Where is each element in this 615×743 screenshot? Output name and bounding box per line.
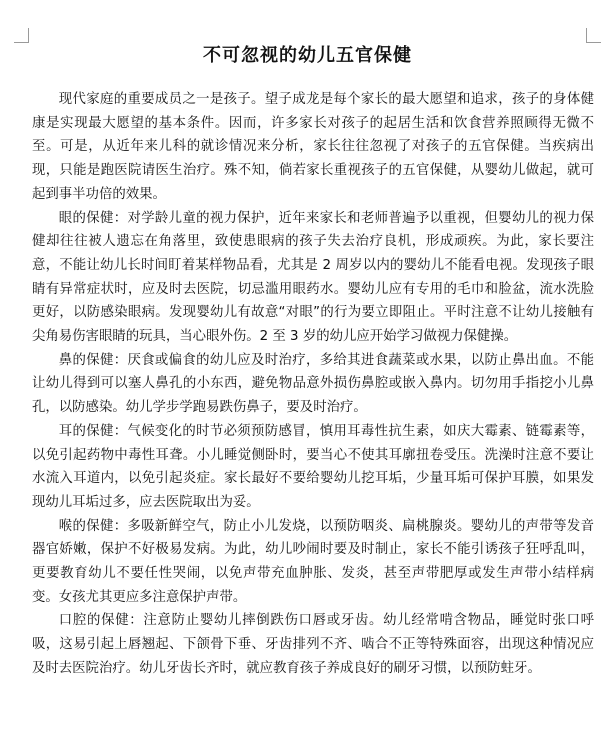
document-body <box>32 88 594 681</box>
paragraph-ear-care: 耳的保健：气候变化的时节必须预防感冒，慎用耳毒性抗生素，如庆大霉素、链霉素等，以免引起药物中毒性耳聋。小儿睡觉侧卧时，要当心不使其耳廓扭卷受压。洗澡时注意不要让水流入耳道内，以免引起炎症。家长最好不要给婴幼儿挖耳垢，少量耳垢可保护耳膜，如果发现幼儿耳垢过多，应去医院取出为妥。 <box>32 423 594 510</box>
margin-corner-mark <box>586 28 601 43</box>
paragraph-throat-care: 喉的保健：多吸新鲜空气，防止小儿发烧，以预防咽炎、扁桃腺炎。婴幼儿的声带等发音器官娇嫩，保护不好极易发病。为此，幼儿吵闹时要及时制止，家长不能引诱孩子狂呼乱叫，更要教育幼儿不要任性哭闹，以免声带充血肿胀、发炎，甚至声带肥厚或发生声带小结样病变。女孩尤其更应多注意保护声带。 <box>32 518 594 605</box>
margin-corner-mark <box>14 28 29 43</box>
paragraph-nose-care: 鼻的保健：厌食或偏食的幼儿应及时治疗，多给其进食蔬菜或水果，以防止鼻出血。不能让幼儿得到可以塞人鼻孔的小东西，避免物品意外损伤鼻腔或嵌入鼻内。切勿用手指挖小儿鼻孔，以防感染。幼儿学步学跑易跌伤鼻子，要及时治疗。 <box>32 352 594 416</box>
paragraph-intro: 现代家庭的重要成员之一是孩子。望子成龙是每个家长的最大愿望和追求，孩子的身体健康是实现最大愿望的基本条件。因而，许多家长对孩子的起居生活和饮食营养照顾得无微不至。可是，从近年来儿科的就诊情况来分析，家长往往忽视了对孩子的五官保健。当疾病出现，只能是跑医院请医生治疗。殊不知，倘若家长重视孩子的五官保健，从婴幼儿做起，就可起到事半功倍的效果。 <box>32 92 594 202</box>
paragraph-eye-care: 眼的保健：对学龄儿童的视力保护，近年来家长和老师普遍予以重视，但婴幼儿的视力保健却往往被人遗忘在角落里，致使患眼病的孩子失去治疗良机，形成顽疾。为此，家长要注意，不能让幼儿长时间盯着某样物品看，尤其是 2 周岁以内的婴幼儿不能看电视。发现孩子眼睛有异常症状时，应及时去医院，切忌滥用眼药水。婴幼儿应有专用的毛巾和脸盆，流水洗脸更好，以防感染眼病。发现婴幼儿有故意“对眼”的行为要立即阻止。平时注意不让幼儿接触有尖角易伤害眼睛的玩具，当心眼外伤。2 至 3 岁的幼儿应开始学习做视力保健操。 <box>32 210 594 345</box>
paragraph-oral-care: 口腔的保健：注意防止婴幼儿摔倒跌伤口唇或牙齿。幼儿经常啃含物品，睡觉时张口呼吸，这易引起上唇翘起、下颌骨下垂、牙齿排列不齐、啮合不正等特殊面容，出现这种情况应及时去医院治疗。幼儿牙齿长齐时，就应教育孩子养成良好的刷牙习惯，以预防蛀牙。 <box>32 613 594 676</box>
document-title: 不可忽视的幼儿五官保健 <box>203 45 412 66</box>
